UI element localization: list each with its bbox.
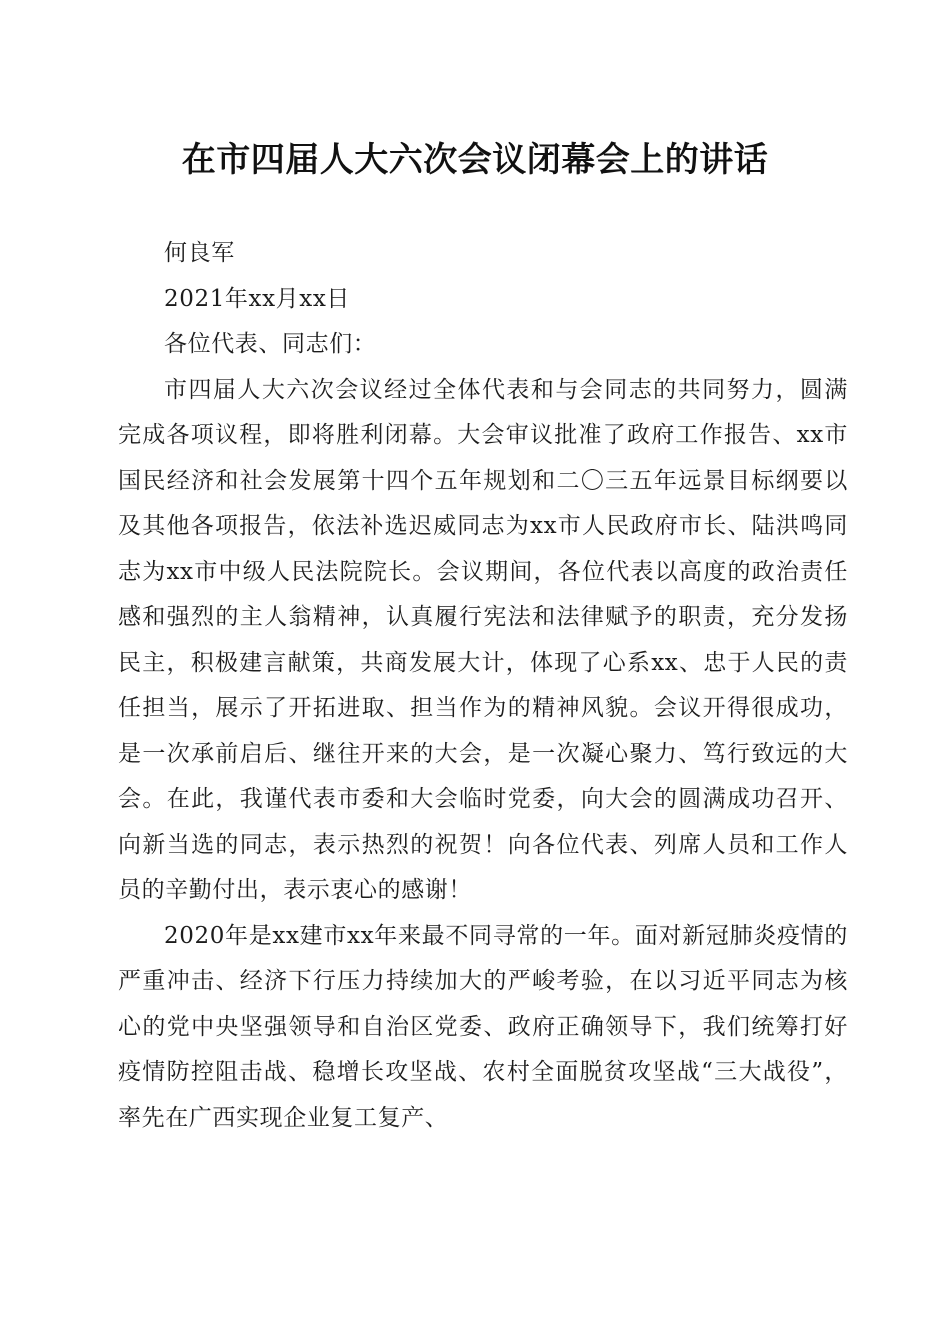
author-line: 何良军 [164,240,235,266]
document-body [118,231,848,1141]
document-title: 在市四届人大六次会议闭幕会上的讲话 [181,140,769,180]
date-line: 2021年xx月xx日 [164,285,351,312]
salutation-line: 各位代表、同志们： [164,331,377,357]
paragraph: 2020年是xx建市xx年来最不同寻常的一年。面对新冠肺炎疫情的严重冲击、经济下行压力持续加大的严峻考验，在以习近平同志为核心的党中央坚强领导和自治区党委、政府正确领导下，我们统筹打好疫情防控阻击战、稳增长攻坚战、农村全面脱贫攻坚战“三大战役”，率先在广西实现企业复工复产、 [118,922,848,1131]
paragraph: 市四届人大六次会议经过全体代表和与会同志的共同努力，圆满完成各项议程，即将胜利闭幕。大会审议批准了政府工作报告、xx市国民经济和社会发展第十四个五年规划和二〇三五年远景目标纲要以及其他各项报告，依法补选迟威同志为xx市人民政府市长、陆洪鸣同志为xx市中级人民法院院长。会议期间，各位代表以高度的政治责任感和强烈的主人翁精神，认真履行宪法和法律赋予的职责，充分发扬民主，积极建言献策，共商发展大计，体现了心系xx、忠于人民的责任担当，展示了开拓进取、担当作为的精神风貌。会议开得很成功，是一次承前启后、继往开来的大会，是一次凝心聚力、笃行致远的大会。在此，我谨代表市委和大会临时党委，向大会的圆满成功召开、向新当选的同志，表示热烈的祝贺！向各位代表、列席人员和工作人员的辛勤付出，表示衷心的感谢！ [118,376,848,903]
